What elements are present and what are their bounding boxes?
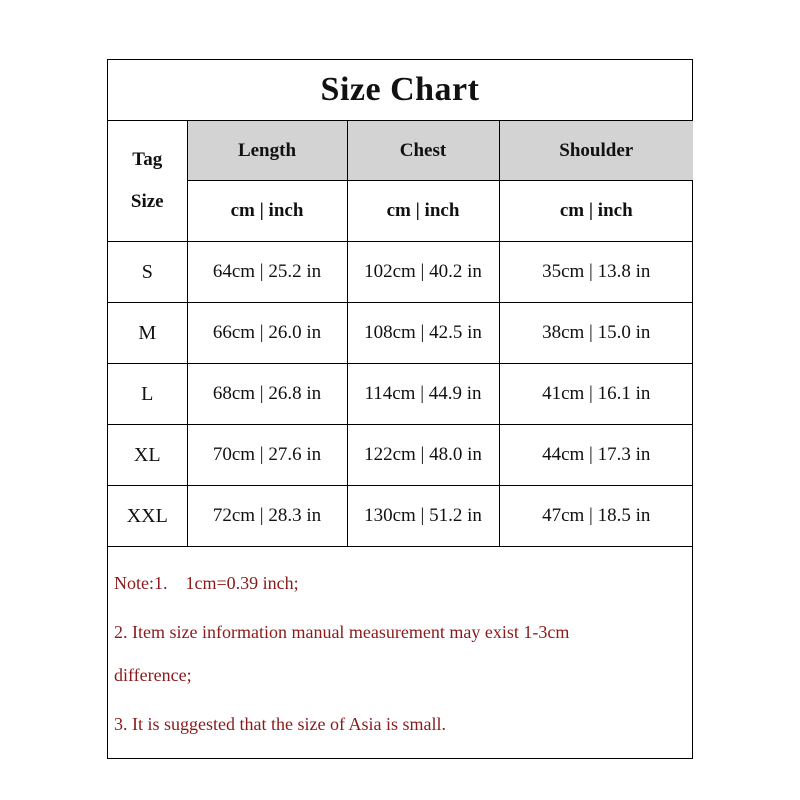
column-header-chest: Chest xyxy=(347,121,499,181)
length-cell: 66cm | 26.0 in xyxy=(187,303,347,364)
unit-header-shoulder: cm | inch xyxy=(499,181,693,242)
table-row xyxy=(108,486,693,547)
chest-cell: 108cm | 42.5 in xyxy=(347,303,499,364)
shoulder-cell: 47cm | 18.5 in xyxy=(499,486,693,547)
tag-header-line1: Tag xyxy=(132,149,163,170)
shoulder-cell: 41cm | 16.1 in xyxy=(499,364,693,425)
table-row xyxy=(108,425,693,486)
size-cell: XXL xyxy=(108,486,187,547)
length-cell: 70cm | 27.6 in xyxy=(187,425,347,486)
table-row xyxy=(108,364,693,425)
size-cell: L xyxy=(108,364,187,425)
column-header-shoulder: Shoulder xyxy=(499,121,693,181)
table-row xyxy=(108,242,693,303)
shoulder-cell: 35cm | 13.8 in xyxy=(499,242,693,303)
unit-header-length: cm | inch xyxy=(187,181,347,242)
chest-cell: 102cm | 40.2 in xyxy=(347,242,499,303)
column-header-length: Length xyxy=(187,121,347,181)
table-row xyxy=(108,303,693,364)
note-1: Note:1. 1cm=0.39 inch; xyxy=(114,573,299,593)
size-table xyxy=(108,121,693,547)
size-chart xyxy=(107,59,693,759)
note-2-line-1: 2. Item size information manual measurement may exist 1-3cm xyxy=(114,622,570,642)
shoulder-cell: 38cm | 15.0 in xyxy=(499,303,693,364)
length-cell: 72cm | 28.3 in xyxy=(187,486,347,547)
size-cell: M xyxy=(108,303,187,364)
chest-cell: 130cm | 51.2 in xyxy=(347,486,499,547)
length-cell: 64cm | 25.2 in xyxy=(187,242,347,303)
shoulder-cell: 44cm | 17.3 in xyxy=(499,425,693,486)
chest-cell: 122cm | 48.0 in xyxy=(347,425,499,486)
size-cell: S xyxy=(108,242,187,303)
unit-header-chest: cm | inch xyxy=(347,181,499,242)
chest-cell: 114cm | 44.9 in xyxy=(347,364,499,425)
note-3: 3. It is suggested that the size of Asia is small. xyxy=(114,714,446,734)
note-2-line-2: difference; xyxy=(114,665,192,685)
tag-header-line2: Size xyxy=(130,191,164,212)
length-cell: 68cm | 26.8 in xyxy=(187,364,347,425)
tag-size-header xyxy=(108,121,187,242)
chart-title: Size Chart xyxy=(108,60,692,121)
size-cell: XL xyxy=(108,425,187,486)
